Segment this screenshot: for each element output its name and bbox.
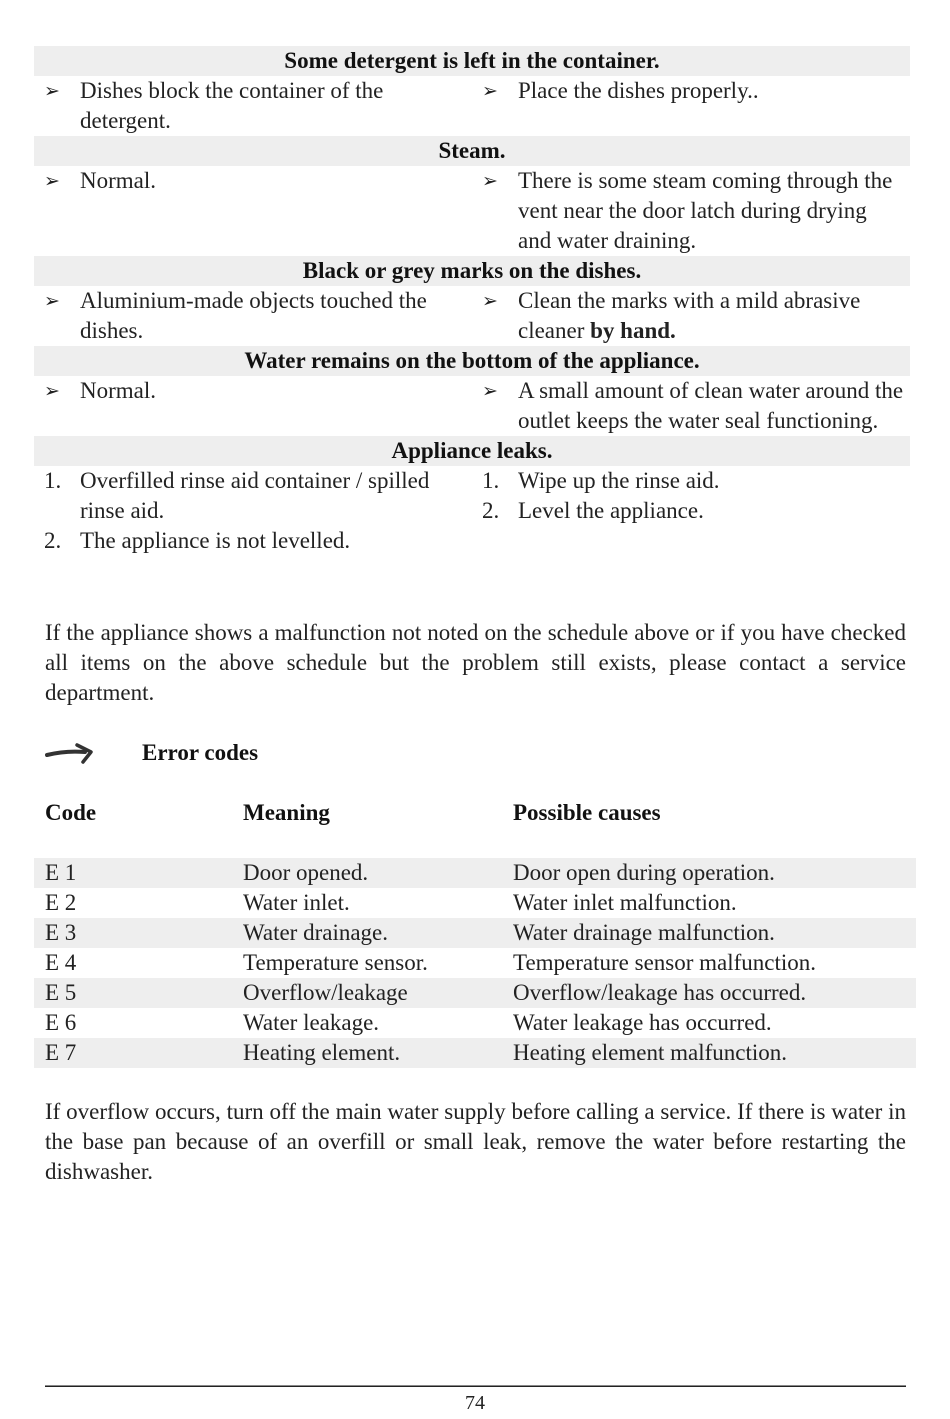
section-title: Error codes [142, 740, 259, 765]
cause-text: Normal. [80, 168, 157, 193]
meaning-cell: Temperature sensor. [243, 950, 428, 975]
cause-text: Normal. [80, 378, 157, 403]
code-cell: E 1 [45, 860, 77, 885]
error-codes-table [34, 798, 916, 1068]
table-header [34, 798, 916, 828]
problem-row [34, 466, 910, 556]
list-number: 2. [44, 528, 62, 553]
cause-text: Aluminium-made objects touched the dishes. [80, 288, 427, 343]
meaning-cell: Door opened. [243, 860, 369, 885]
bullet-arrow-icon: ➢ [44, 80, 60, 102]
meaning-cell: Water leakage. [243, 1010, 380, 1035]
solution-text: Clean the marks with a mild abrasive cleaner by hand. [518, 288, 861, 343]
cause-cell: Door open during operation. [513, 860, 775, 885]
table-row [34, 858, 916, 888]
meaning-cell: Heating element. [243, 1040, 401, 1065]
list-number: 2. [482, 498, 500, 523]
table-row [34, 1008, 916, 1038]
table-row [34, 888, 916, 918]
bullet-arrow-icon: ➢ [44, 170, 60, 192]
malfunction-note: If the appliance shows a malfunction not noted on the schedule above or if you have checked all items on the above schedule but the problem still exists, please contact a service department. [45, 620, 906, 705]
bullet-arrow-icon: ➢ [44, 290, 60, 312]
solution-text: A small amount of clean water around the outlet keeps the water seal functioning. [518, 378, 904, 433]
bullet-arrow-icon: ➢ [482, 290, 498, 312]
problem-row [34, 286, 910, 346]
pointing-arrow-icon [45, 740, 95, 766]
table-row [34, 1038, 916, 1068]
problem-row [34, 166, 910, 256]
footer-divider [45, 1385, 906, 1387]
overflow-note: If overflow occurs, turn off the main water supply before calling a service. If there is water in the base pan because of an overfill or small leak, remove the water before restarting the dishwasher. [45, 1099, 906, 1184]
column-header-causes: Possible causes [513, 800, 661, 825]
cause-text: The appliance is not levelled. [80, 528, 351, 553]
problem-heading: Steam. [34, 136, 910, 166]
cause-cell: Water drainage malfunction. [513, 920, 775, 945]
cause-cell: Water inlet malfunction. [513, 890, 737, 915]
bullet-arrow-icon: ➢ [44, 380, 60, 402]
cause-text: Overfilled rinse aid container / spilled rinse aid. [80, 468, 430, 523]
code-cell: E 4 [45, 950, 77, 975]
table-row [34, 978, 916, 1008]
error-codes-heading [45, 738, 545, 768]
meaning-cell: Overflow/leakage [243, 980, 408, 1005]
table-row [34, 918, 916, 948]
bullet-arrow-icon: ➢ [482, 170, 498, 192]
bullet-arrow-icon: ➢ [482, 80, 498, 102]
solution-text: Wipe up the rinse aid. [518, 468, 720, 493]
page-number: 74 [465, 1392, 485, 1414]
solution-text: Level the appliance. [518, 498, 704, 523]
problem-row [34, 376, 910, 436]
cause-cell: Water leakage has occurred. [513, 1010, 772, 1035]
troubleshooting-table [34, 46, 910, 556]
cause-text: Dishes block the container of the detergent. [80, 78, 384, 133]
meaning-cell: Water drainage. [243, 920, 389, 945]
problem-row [34, 76, 910, 136]
code-cell: E 3 [45, 920, 77, 945]
meaning-cell: Water inlet. [243, 890, 350, 915]
code-cell: E 6 [45, 1010, 77, 1035]
list-number: 1. [482, 468, 500, 493]
solution-text: Place the dishes properly.. [518, 78, 759, 103]
table-row [34, 948, 916, 978]
problem-heading: Some detergent is left in the container. [34, 46, 910, 76]
cause-cell: Overflow/leakage has occurred. [513, 980, 807, 1005]
list-number: 1. [44, 468, 62, 493]
cause-cell: Temperature sensor malfunction. [513, 950, 817, 975]
problem-heading: Black or grey marks on the dishes. [34, 256, 910, 286]
problem-heading: Water remains on the bottom of the appliance. [34, 346, 910, 376]
column-header-code: Code [45, 800, 97, 825]
code-cell: E 5 [45, 980, 77, 1005]
code-cell: E 7 [45, 1040, 77, 1065]
cause-cell: Heating element malfunction. [513, 1040, 787, 1065]
solution-emphasis: by hand. [590, 318, 676, 343]
problem-heading: Appliance leaks. [34, 436, 910, 466]
bullet-arrow-icon: ➢ [482, 380, 498, 402]
column-header-meaning: Meaning [243, 800, 330, 825]
code-cell: E 2 [45, 890, 77, 915]
solution-text: There is some steam coming through the vent near the door latch during drying and water draining. [518, 168, 893, 253]
